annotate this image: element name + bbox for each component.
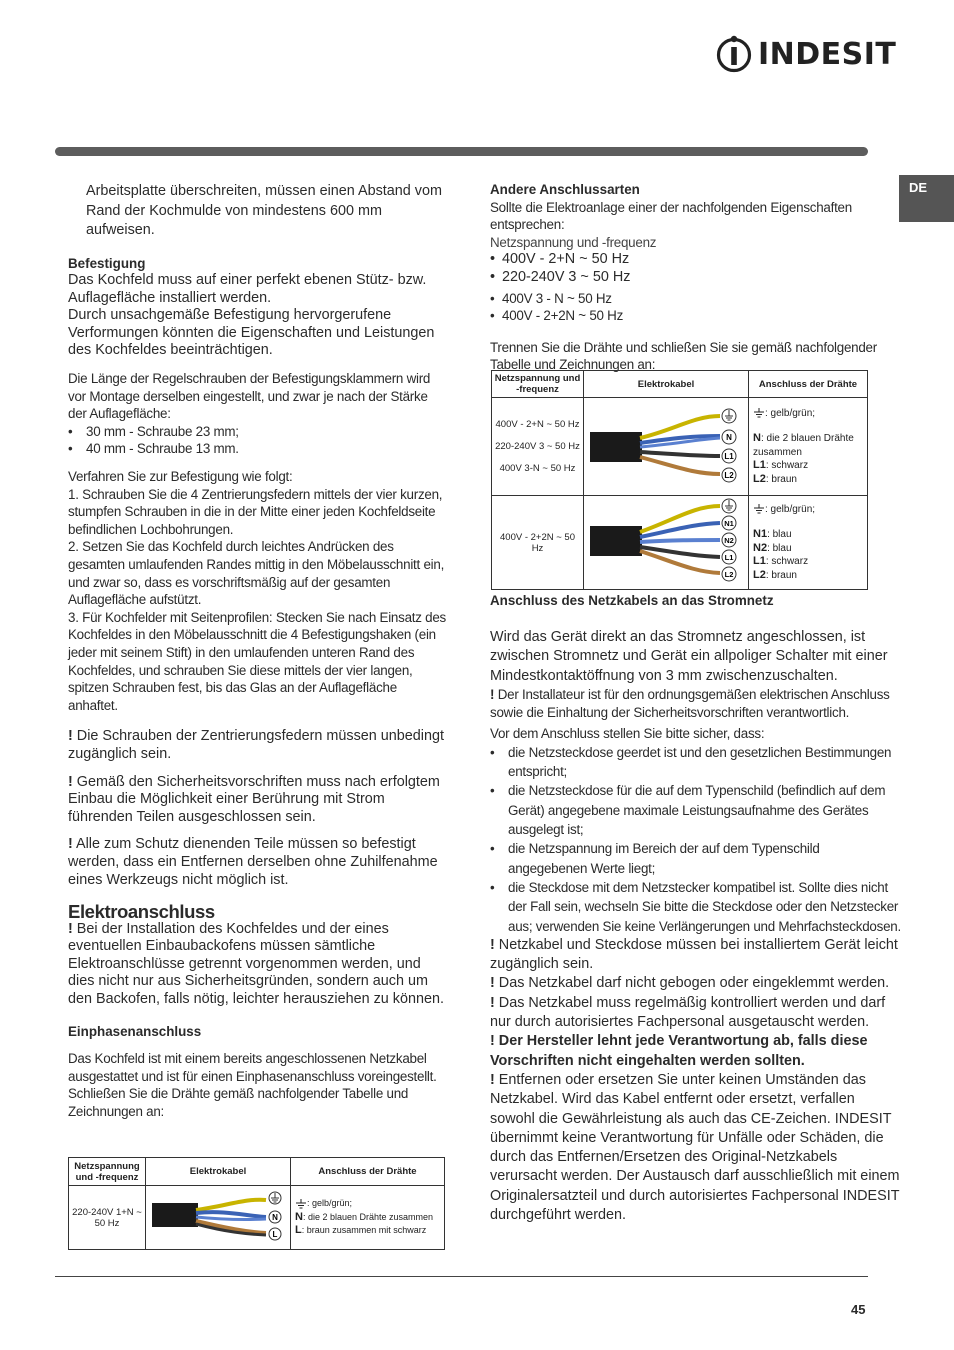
types-list-b [490,290,882,325]
terminal-label: N [272,1213,278,1222]
voltage-cell: 400V - 2+N ~ 50 Hz 220-240V 3 ~ 50 Hz 400V 3-N ~ 50 Hz [492,398,584,496]
list-item: • die Netzsteckdose für die auf dem Typenschild (befindlich auf dem Gerät) angegebene maximale Leistungsaufnahme des Gerätes ausgelegt ist; [490,781,902,839]
right-column-bottom [490,592,902,1225]
laenge-text: Die Länge der Regelschrauben der Befestigungsklammern wird vor Montage derselben eingestellt, und zwar je nach der Stärke der Auflagefläche: [68,371,431,422]
left-column [68,182,446,1121]
list-item: • 400V - 2+N ~ 50 Hz [490,251,882,269]
warning-5: ! Entfernen oder ersetzen Sie unter keinen Umständen das Netzkabel. Wird das Kabel entfernt oder ersetzt, verfallen sowohl die Gewährleistung als auch das CE-Zeichen. INDESIT übernimmt keine Verantwortung für Unfälle oder Schäden, die durch das Entfernen/Ersetzen des Original-Netzkabels verursacht werden. Der Austausch darf ausschließlich mit einem Originalersatzteil und durch autorisiertes Fachpersonal INDESIT durchgeführt werden. [490,1071,900,1223]
voltage-cell: 220-240V 1+N ~ 50 Hz [69,1186,146,1250]
warning-4: ! Der Hersteller lehnt jede Verantwortung ab, falls diese Vorschriften nicht eingehalten werden sollten. [490,1033,868,1069]
step-3: 3. Für Kochfelder mit Seitenprofilen: Stecken Sie nach Einsatz des Kochfeldes in den Möbelausschnitt die 4 Befestigungshaken (ein jeder mit seinem Stift) in den umlaufenden unteren Rand des Kochfeldes, und schrauben Sie diese mittels der vier langen, spitzen Schrauben fest, bis das Glas an der Auflagefläche anhaftet. [68,609,446,713]
wire-legend: : gelb/grün; N1: blau N2: blau L1: schwarz L2: braun [749,496,868,590]
terminal-label: L2 [724,570,734,579]
netz-text: Netzspannung und -frequenz [490,234,657,250]
cable-illustration [146,1186,286,1246]
vor-text: Vor dem Anschluss stellen Sie bitte sicher, dass: [490,726,765,742]
table-header: Netzspannung und -frequenz [492,371,584,398]
installateur-text: ! Der Installateur ist für den ordnungsgemäßen elektrischen Anschluss sowie die Einhaltung der Sicherheitsvorschriften verantwortlich. [490,687,890,720]
verfahren-text: Verfahren Sie zur Befestigung wie folgt: [68,469,293,485]
cable-drawing [584,496,749,590]
step-2: 2. Setzen Sie das Kochfeld durch leichtes Andrücken des gesamten umlaufenden Randes mittig in den Möbelausschnitt ein, und zwar so, dass es vorschriftsmäßig auf der gesamten Auflagefläche aufstützt. [68,539,445,608]
befestigung-p2: Durch unsachgemäße Befestigung hervorgerufene Verformungen könnten die Eigenschaften und Leistungen des Kochfeldes beeinträchtigen. [68,307,435,359]
warning-3: ! Das Netzkabel muss regelmäßig kontrolliert werden und darf nur durch autorisiertes Fachpersonal ausgetauscht werden. [490,994,886,1031]
elektroanschluss-heading: Elektroanschluss [68,901,215,923]
einphasen-table [68,1157,445,1250]
ground-terminal-icon [722,499,736,513]
andere-text: Sollte die Elektroanlage einer der nachfolgenden Eigenschaften entsprechen: [490,199,852,233]
types-list-a [490,251,882,286]
list-item: • 40 mm - Schraube 13 mm. [68,440,446,458]
wire-legend: : gelb/grün; N: die 2 blauen Drähte zusammen L1: schwarz L2: braun [749,398,868,496]
wire-legend: : gelb/grün; N: die 2 blauen Drähte zusammen L: braun zusammen mit schwarz [291,1186,445,1250]
warning-2: ! Gemäß den Sicherheitsvorschriften muss nach erfolgtem Einbau die Möglichkeit einer Berührung mit Strom führenden Teilen ausgeschlossen sein. [68,773,440,825]
terminal-label: L [272,1230,278,1239]
step-1: 1. Schrauben Sie die 4 Zentrierungsfedern mittels der vier kurzen, stumpfen Schrauben in die in der Mitte einer jeden Kochfeldseite befindlichen Lochbohrungen. [68,486,443,537]
einphasen-text: Das Kochfeld ist mit einem bereits angeschlossenen Netzkabel ausgestattet und ist für einen Einphasenanschluss voreingestellt. Schließen Sie die Drähte gemäß nachfolgender Tabelle und Zeichnungen an: [68,1051,437,1120]
netzkabel-heading: Anschluss des Netzkabels an das Stromnetz [490,593,774,608]
table-header: Anschluss der Drähte [291,1158,445,1186]
table-header: Elektrokabel [584,371,749,398]
list-item: • die Steckdose mit dem Netzstecker kompatibel ist. Sollte dies nicht der Fall sein, wechseln Sie bitte die Steckdose oder den Netzstecker aus; verwenden Sie keine Verlängerungen und Mehrfachsteckdosen. [490,878,902,936]
checks-list [490,743,902,936]
warning-2: ! Das Netzkabel darf nicht gebogen oder eingeklemmt werden. [490,975,890,992]
list-item: • 220-240V 3 ~ 50 Hz [490,269,882,287]
right-column-top [490,181,882,374]
list-item: • 400V - 2+2N ~ 50 Hz [490,307,882,325]
brand-logo [716,34,896,74]
ground-terminal-icon [269,1192,281,1204]
einphasen-heading: Einphasenanschluss [68,1023,202,1039]
intro-text: Arbeitsplatte überschreiten, müssen einen Abstand vom Rand der Kochmulde von mindestens 600 mm aufweisen. [86,183,442,238]
elektro-text: ! Bei der Installation des Kochfeldes und der eines eventuellen Einbaubackofens müssen sämtliche Elektroanschlüsse getrennt vorgenommen werden, und dies nicht nur aus Sicherheitsgründen, sondern auch um den Backofen, falls nötig, leichter herausziehen zu können. [68,920,444,1008]
cable-drawing [146,1186,291,1250]
list-item: • 400V 3 - N ~ 50 Hz [490,290,882,308]
ground-icon [753,504,765,514]
ground-terminal-icon [722,409,736,423]
footer-line [55,1276,868,1277]
cable-illustration [584,398,744,492]
warning-1: ! Netzkabel und Steckdose müssen bei installiertem Gerät leicht zugänglich sein. [490,936,898,973]
terminal-label: L1 [724,452,734,461]
terminal-label: N [726,433,732,442]
language-tab: DE [899,175,954,222]
list-item: • die Netzspannung im Bereich der auf dem Typenschild angegebenen Werte liegt; [490,839,902,878]
befestigung-p1: Das Kochfeld muss auf einer perfekt ebenen Stütz- bzw. Auflagefläche installiert werden. [68,272,427,306]
terminal-label: L2 [724,471,734,480]
direkt-text: Wird das Gerät direkt an das Stromnetz angeschlossen, ist zwischen Stromnetz und Gerät ein allpoliger Schalter mit einer Mindestkontaktöffnung von 3 mm zwischenzuschalten. [490,628,888,684]
warning-3: ! Alle zum Schutz dienenden Teile müssen so befestigt werden, dass ein Entfernen derselben ohne Zuhilfenahme eines Werkzeugs nicht möglich ist. [68,836,438,888]
table-header: Anschluss der Drähte [749,371,868,398]
ground-icon [295,1199,307,1209]
page-number: 45 [851,1302,866,1317]
warning-1: ! Die Schrauben der Zentrierungsfedern müssen unbedingt zugänglich sein. [68,728,444,762]
indesit-i-icon [716,34,752,74]
cable-illustration [584,496,744,586]
terminal-label: N1 [724,519,734,528]
ground-icon [753,408,765,418]
andere-heading: Andere Anschlussarten [490,182,640,197]
list-item: • die Netzsteckdose geerdet ist und den gesetzlichen Bestimmungen entspricht; [490,743,902,782]
anschluss-table [491,370,868,590]
list-item: • 30 mm - Schraube 23 mm; [68,423,446,441]
brand-name: INDESIT [758,36,897,72]
terminal-label: N2 [724,536,734,545]
trennen-text: Trennen Sie die Drähte und schließen Sie sie gemäß nachfolgender Tabelle und Zeichnungen an: [490,339,877,373]
table-header: Netzspannung und -frequenz [69,1158,146,1186]
terminal-label: L1 [724,553,734,562]
laenge-list [68,423,446,458]
voltage-cell: 400V - 2+2N ~ 50 Hz [492,496,584,590]
befestigung-heading: Befestigung [68,255,146,271]
cable-drawing [584,398,749,496]
header-bar [55,147,868,156]
table-header: Elektrokabel [146,1158,291,1186]
